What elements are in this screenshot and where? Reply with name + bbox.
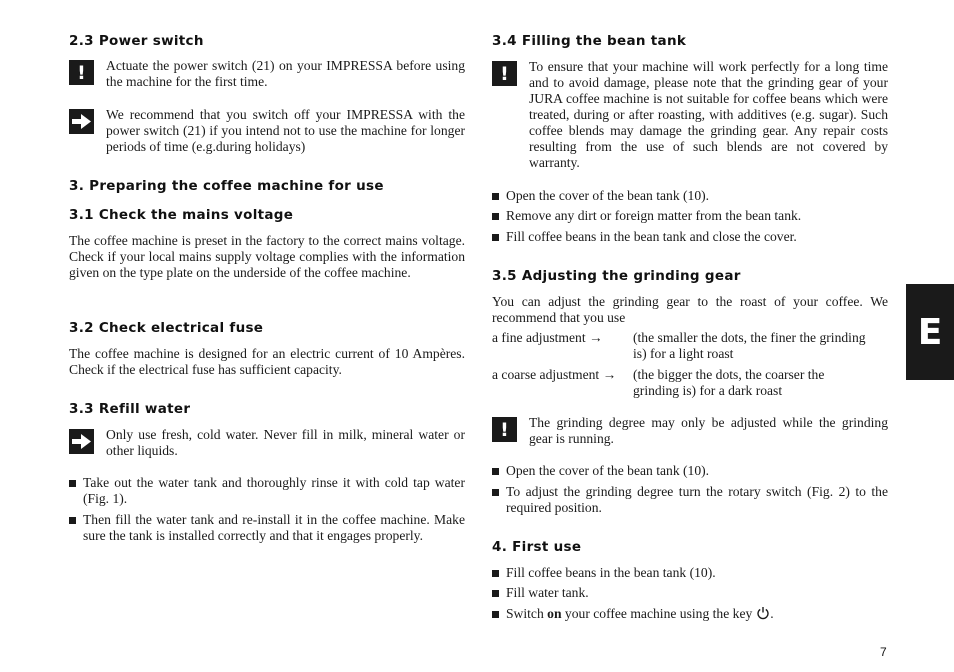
paragraph-grinding-gear: You can adjust the grinding gear to the roast of your coffee. We recommend that you use	[492, 294, 888, 325]
list-item-text: Open the cover of the bean tank (10).	[506, 188, 710, 203]
bullet-square-icon	[492, 489, 499, 496]
bullet-square-icon	[492, 590, 499, 597]
arrow-right-icon	[69, 109, 94, 134]
language-tab: E	[906, 284, 954, 380]
list-item-text: To adjust the grinding degree turn the rotary switch (Fig. 2) to the required position.	[506, 484, 888, 515]
bullet-square-icon	[492, 570, 499, 577]
heading-mains-voltage: 3.1 Check the mains voltage	[69, 207, 294, 223]
warning-note-text: To ensure that your machine will work perfectly for a long time and to avoid damage, please note that the grinding gear of your JURA coffee machine is not suitable for coffee beans which were treated, during or after roasting, with additives (e.g. sugar). Such coffee blends may damage the grinding gear. Any repair costs resulting from the use of such blends are not covered by warranty.	[529, 59, 888, 170]
switch-on-bold: on	[547, 606, 562, 621]
list-item-text: Fill coffee beans in the bean tank and close the cover.	[506, 229, 797, 244]
warning-note-text: Actuate the power switch (21) on your IMPRESSA before using the machine for the first time.	[106, 58, 465, 89]
heading-first-use: 4. First use	[492, 539, 582, 555]
heading-filling-bean-tank: 3.4 Filling the bean tank	[492, 33, 687, 49]
warning-note-text: The grinding degree may only be adjusted while the grinding gear is running.	[529, 415, 888, 446]
list-item-text: Fill water tank.	[506, 585, 589, 600]
heading-power-switch: 2.3 Power switch	[69, 33, 204, 49]
bullet-square-icon	[492, 234, 499, 241]
heading-grinding-gear: 3.5 Adjusting the grinding gear	[492, 268, 741, 284]
warning-icon: !	[492, 61, 517, 86]
list-item-text	[506, 606, 888, 622]
switch-text: Switch	[506, 606, 548, 621]
list-item-text: Take out the water tank and thoroughly rinse it with cold tap water (Fig. 1).	[83, 475, 465, 506]
list-item-text: Open the cover of the bean tank (10).	[506, 463, 710, 478]
heading-refill-water: 3.3 Refill water	[69, 401, 191, 417]
paragraph-mains-voltage: The coffee machine is preset in the factory to the correct mains voltage. Check if your local mains supply voltage complies with the information given on the type plate on the underside of the coffee machine.	[69, 233, 465, 280]
tip-note-text: We recommend that you switch off your IMPRESSA with the power switch (21) if you intend not to use the machine for longer periods of time (e.g.during holidays)	[106, 107, 465, 154]
paragraph-electrical-fuse: The coffee machine is designed for an electric current of 10 Ampères. Check if the electrical fuse has sufficient capacity.	[69, 346, 465, 377]
list-item-text: Remove any dirt or foreign matter from the bean tank.	[506, 208, 802, 223]
bullet-square-icon	[492, 213, 499, 220]
fine-adjustment-label: a fine adjustment →	[492, 330, 603, 345]
switch-text-rest: your coffee machine using the key	[561, 606, 753, 621]
fine-adjustment-desc: (the smaller the dots, the finer the grinding is) for a light roast	[633, 330, 866, 361]
bullet-square-icon	[492, 468, 499, 475]
warning-icon: !	[69, 60, 94, 85]
bullet-square-icon	[492, 611, 499, 618]
power-icon	[756, 606, 770, 620]
bullet-square-icon	[492, 193, 499, 200]
bullet-square-icon	[69, 517, 76, 524]
coarse-adjustment-desc: (the bigger the dots, the coarser the grinding is) for a dark roast	[633, 367, 825, 398]
arrow-right-icon	[69, 429, 94, 454]
heading-electrical-fuse: 3.2 Check electrical fuse	[69, 320, 264, 336]
warning-icon: !	[492, 417, 517, 442]
heading-preparing: 3. Preparing the coffee machine for use	[69, 178, 384, 194]
coarse-adjustment-label: a coarse adjustment →	[492, 367, 617, 382]
page-number: 7	[880, 645, 887, 659]
list-item-text: Fill coffee beans in the bean tank (10).	[506, 565, 716, 580]
bullet-square-icon	[69, 480, 76, 487]
switch-text-end: .	[770, 606, 774, 621]
tip-note-text: Only use fresh, cold water. Never fill in milk, mineral water or other liquids.	[106, 427, 465, 458]
list-item-text: Then fill the water tank and re-install it in the coffee machine. Make sure the tank is installed correctly and that it engages properly.	[83, 512, 465, 543]
